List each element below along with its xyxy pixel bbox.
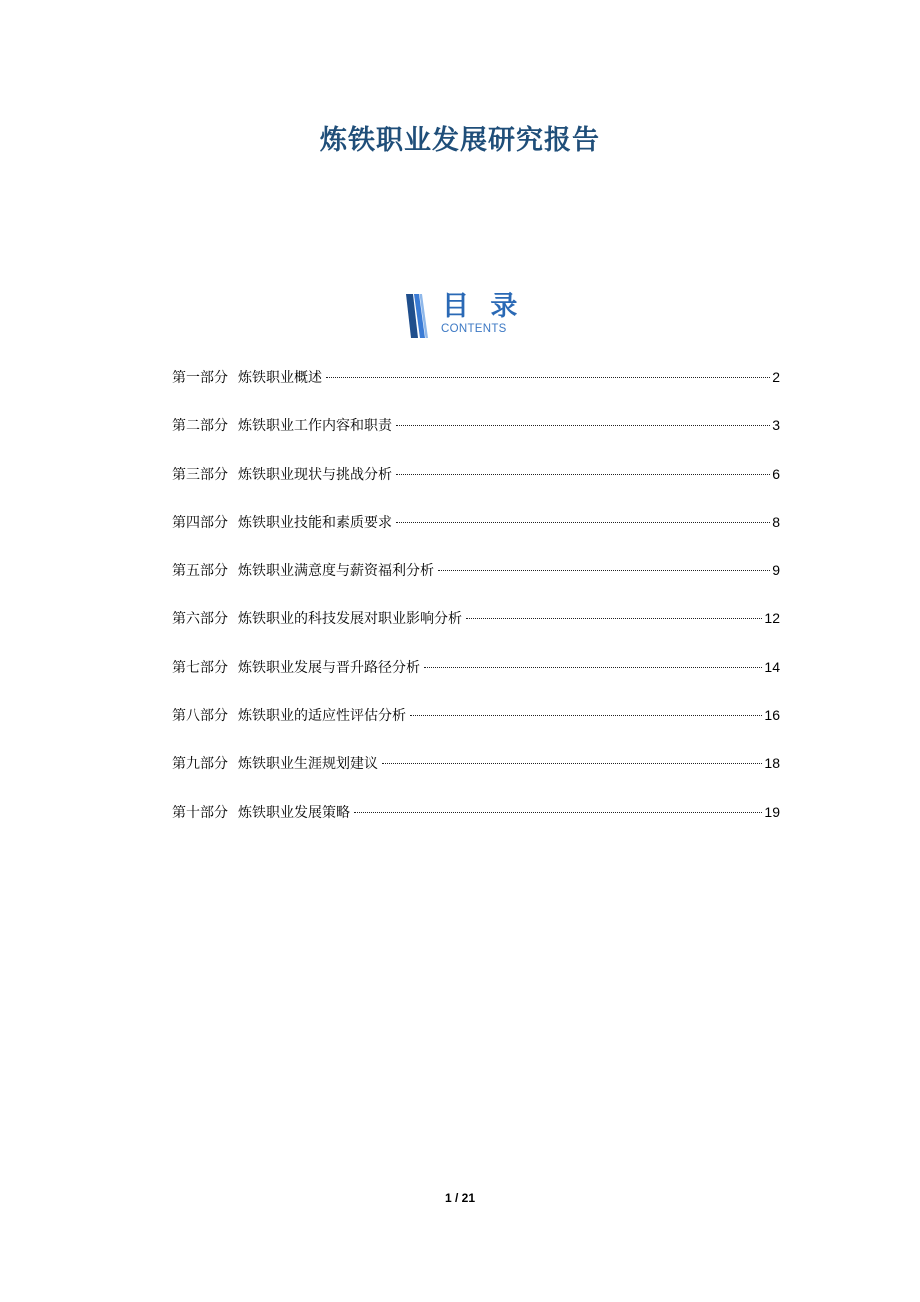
toc-dot-leader	[466, 618, 762, 619]
toc-entry-part: 第三部分	[172, 466, 228, 483]
toc-dot-leader	[382, 763, 762, 764]
toc-dot-leader	[438, 570, 770, 571]
toc-dot-leader	[396, 425, 770, 426]
toc-entry-part: 第二部分	[172, 418, 228, 435]
toc-stripe-logo-icon	[404, 294, 432, 338]
toc-entry-part: 第六部分	[172, 611, 228, 628]
toc-list	[172, 360, 780, 843]
toc-dot-leader	[424, 667, 762, 668]
toc-entry[interactable]	[172, 795, 780, 843]
toc-dot-leader	[354, 812, 762, 813]
toc-entry-page: 3	[772, 417, 780, 434]
toc-entry-title: 炼铁职业发展与晋升路径分析	[238, 659, 420, 676]
toc-entry-title: 炼铁职业的科技发展对职业影响分析	[238, 611, 462, 628]
page-number-indicator: 1 / 21	[444, 1191, 476, 1205]
toc-entry-part: 第九部分	[172, 756, 228, 773]
toc-entry-part: 第一部分	[172, 370, 228, 386]
toc-entry[interactable]	[172, 553, 780, 601]
toc-entry-title: 炼铁职业满意度与薪资福利分析	[238, 563, 434, 580]
toc-entry-part: 第八部分	[172, 708, 228, 725]
toc-entry[interactable]	[172, 698, 780, 746]
toc-entry[interactable]	[172, 650, 780, 698]
toc-entry-page: 12	[764, 610, 780, 627]
toc-subheading: CONTENTS	[441, 323, 507, 335]
toc-entry[interactable]	[172, 505, 780, 553]
toc-heading: 目 录	[442, 291, 524, 322]
document-title: 炼铁职业发展研究报告	[320, 125, 600, 156]
toc-entry[interactable]	[172, 746, 780, 794]
toc-entry[interactable]	[172, 601, 780, 649]
toc-entry-page: 18	[764, 755, 780, 772]
toc-dot-leader	[396, 474, 770, 475]
toc-entry-page: 2	[772, 369, 780, 385]
toc-entry-title: 炼铁职业现状与挑战分析	[238, 466, 392, 483]
toc-entry-title: 炼铁职业工作内容和职责	[238, 418, 392, 435]
toc-entry-title: 炼铁职业生涯规划建议	[238, 756, 378, 773]
toc-entry-page: 8	[772, 513, 780, 530]
toc-entry[interactable]	[172, 360, 780, 408]
toc-entry-title: 炼铁职业概述	[238, 370, 322, 386]
toc-entry-page: 16	[764, 707, 780, 724]
toc-header	[404, 292, 534, 340]
toc-entry-part: 第四部分	[172, 514, 228, 531]
toc-entry-part: 第十部分	[172, 804, 228, 821]
toc-entry-title: 炼铁职业发展策略	[238, 804, 350, 821]
toc-entry-title: 炼铁职业技能和素质要求	[238, 514, 392, 531]
toc-entry-page: 14	[764, 658, 780, 675]
toc-entry-part: 第五部分	[172, 563, 228, 580]
toc-dot-leader	[396, 522, 770, 523]
toc-dot-leader	[410, 715, 762, 716]
toc-entry-part: 第七部分	[172, 659, 228, 676]
toc-entry-title: 炼铁职业的适应性评估分析	[238, 708, 406, 725]
toc-entry-page: 9	[772, 562, 780, 579]
toc-entry-page: 6	[772, 465, 780, 482]
toc-entry[interactable]	[172, 408, 780, 456]
toc-entry-page: 19	[764, 803, 780, 820]
toc-entry[interactable]	[172, 457, 780, 505]
toc-dot-leader	[326, 377, 770, 378]
